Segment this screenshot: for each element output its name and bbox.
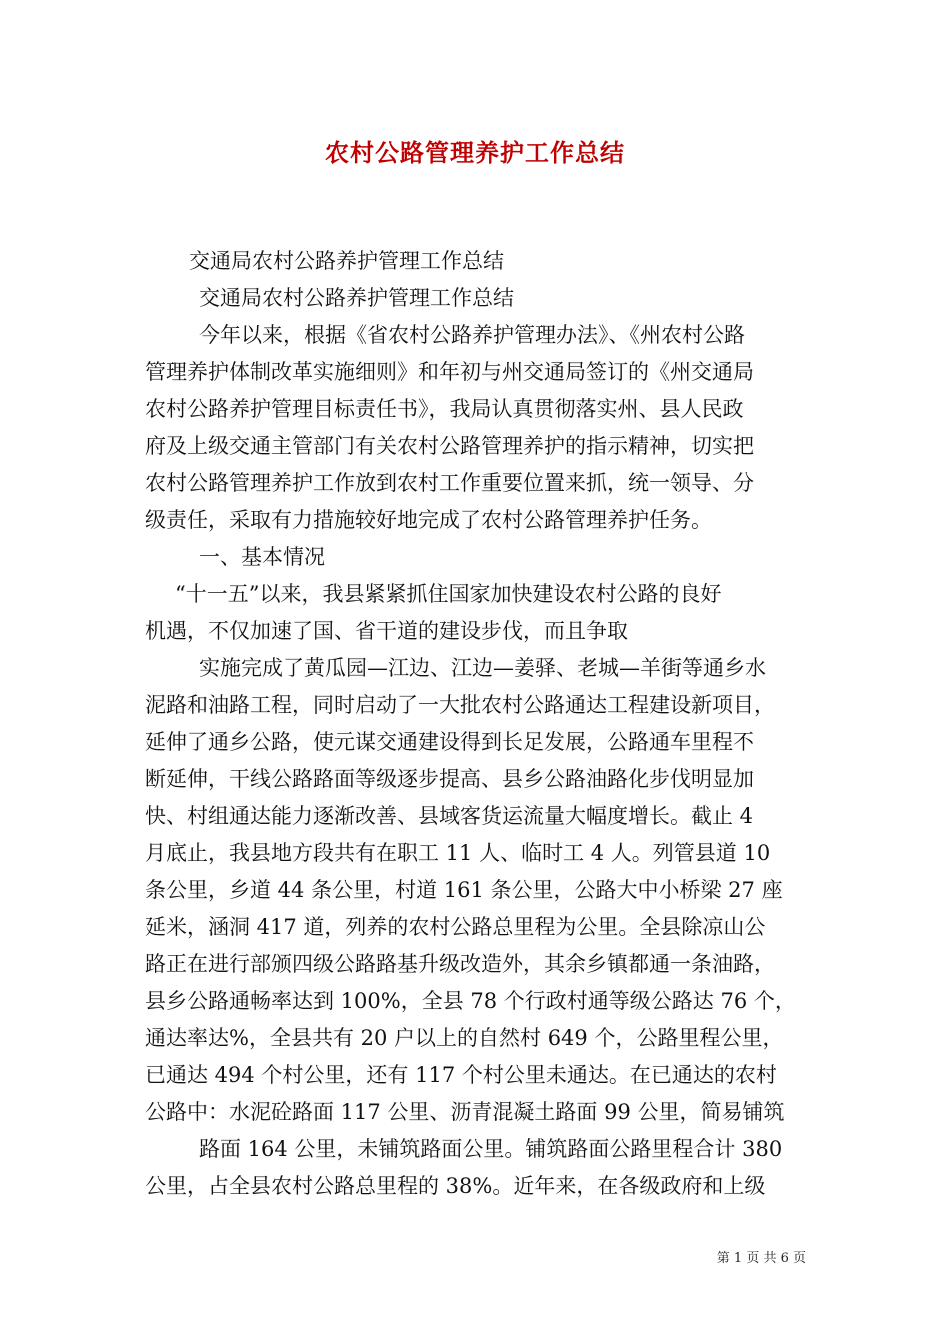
document-title: 农村公路管理养护工作总结 [325, 138, 625, 167]
paragraph-line: 交通局农村公路养护管理工作总结 [199, 286, 514, 310]
paragraph-line: 路面 164 公里，未铺筑路面公里。铺筑路面公路里程合计 380 [199, 1137, 783, 1161]
paragraph-line: 县乡公路通畅率达到 100%，全县 78 个行政村通等级公路达 76 个， [145, 989, 796, 1013]
paragraph-line: 农村公路养护管理目标责任书》，我局认真贯彻落实州、县人民政 [145, 397, 744, 421]
paragraph-line: 交通局农村公路养护管理工作总结 [189, 249, 504, 273]
paragraph-line: 已通达 494 个村公里，还有 117 个村公里未通达。在已通达的农村 [145, 1063, 777, 1087]
paragraph-line: 断延伸，干线公路路面等级逐步提高、县乡公路油路化步伐明显加 [145, 767, 754, 791]
paragraph-line: 条公里，乡道 44 条公里，村道 161 条公里，公路大中小桥梁 27 座 [145, 878, 783, 902]
paragraph-line: 级责任，采取有力措施较好地完成了农村公路管理养护任务。 [145, 508, 712, 532]
paragraph-line: 农村公路管理养护工作放到农村工作重要位置来抓，统一领导、分 [145, 471, 754, 495]
paragraph-line: 今年以来，根据《省农村公路养护管理办法》、《州农村公路 [199, 323, 745, 347]
paragraph-line: 府及上级交通主管部门有关农村公路管理养护的指示精神，切实把 [145, 434, 754, 458]
paragraph-line: 通达率达%，全县共有 20 户以上的自然村 649 个，公路里程公里， [145, 1026, 784, 1050]
paragraph-line: 公路中：水泥砼路面 117 公里、沥青混凝土路面 99 公里，简易铺筑 [145, 1100, 785, 1124]
paragraph-line: 延米，涵洞 417 道，列养的农村公路总里程为公里。全县除凉山公 [145, 915, 766, 939]
paragraph-line: 公里，占全县农村公路总里程的 38%。近年来，在各级政府和上级 [145, 1174, 766, 1198]
paragraph-line: “十一五”以来，我县紧紧抓住国家加快建设农村公路的良好 [175, 582, 722, 606]
paragraph-line: 路正在进行部颁四级公路路基升级改造外，其余乡镇都通一条油路， [145, 952, 775, 976]
paragraph-line: 一、基本情况 [199, 545, 325, 569]
paragraph-line: 延伸了通乡公路，使元谋交通建设得到长足发展，公路通车里程不 [145, 730, 754, 754]
paragraph-line: 机遇，不仅加速了国、省干道的建设步伐，而且争取 [145, 619, 628, 643]
paragraph-line: 实施完成了黄瓜园—江边、江边—姜驿、老城—羊街等通乡水 [199, 656, 766, 680]
paragraph-line: 泥路和油路工程，同时启动了一大批农村公路通达工程建设新项目， [145, 693, 775, 717]
page-number: 第 1 页 共 6 页 [716, 1251, 806, 1266]
paragraph-line: 月底止，我县地方段共有在职工 11 人、临时工 4 人。列管县道 10 [145, 841, 771, 865]
paragraph-line: 管理养护体制改革实施细则》和年初与州交通局签订的《州交通局 [145, 360, 754, 384]
paragraph-line: 快、村组通达能力逐渐改善、县域客货运流量大幅度增长。截止 4 [145, 804, 754, 828]
